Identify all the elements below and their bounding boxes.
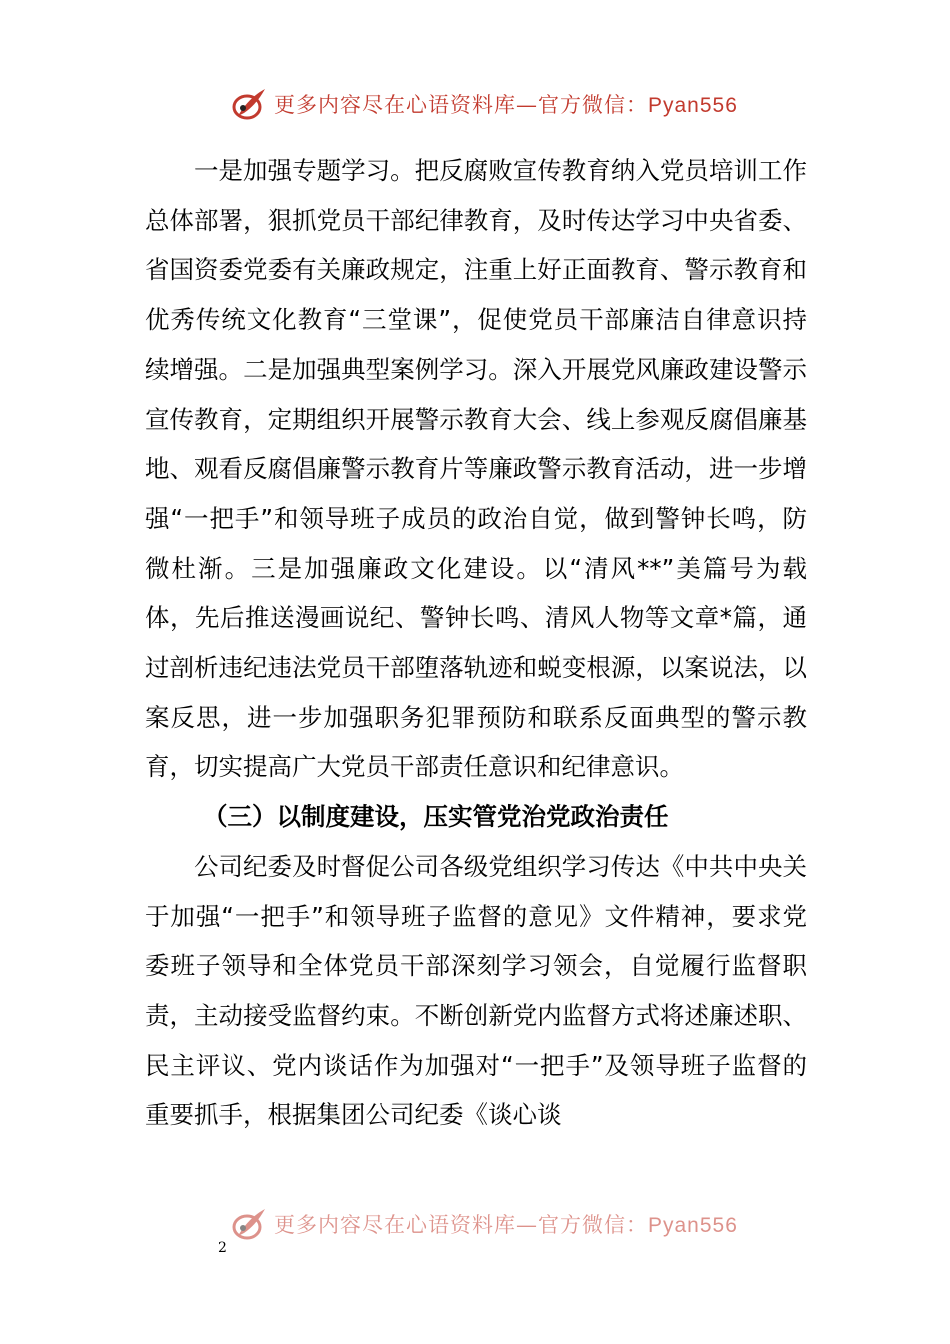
watermark-footer — [230, 1204, 738, 1244]
watermark-header — [230, 84, 738, 124]
section-heading: （三）以制度建设，压实管党治党政治责任 — [203, 802, 669, 832]
quill-logo-icon — [230, 1206, 268, 1242]
watermark-text: 更多内容尽在心语资料库—官方微信：Pyan556 — [274, 1213, 738, 1237]
paragraph: 公司纪委及时督促公司各级党组织学习传达《中共中央关于加强“一把手”和领导班子监督的意见》文件精神，要求党委班子领导和全体党员干部深刻学习领会，自觉履行监督职责，主动接受监督约束。不断创新党内监督方式将述廉述职、民主评议、党内谈话作为加强对“一把手”及领导班子监督的重要抓手，根据集团公司纪委《谈心谈 — [145, 851, 807, 1130]
document-body — [145, 146, 807, 1140]
paragraph: 一是加强专题学习。把反腐败宣传教育纳入党员培训工作总体部署，狠抓党员干部纪律教育，及时传达学习中央省委、省国资委党委有关廉政规定，注重上好正面教育、警示教育和优秀传统文化教育“三堂课”，促使党员干部廉洁自律意识持续增强。二是加强典型案例学习。深入开展党风廉政建设警示宣传教育，定期组织开展警示教育大会、线上参观反腐倡廉基地、观看反腐倡廉警示教育片等廉政警示教育活动，进一步增强“一把手”和领导班子成员的政治自觉，做到警钟长鸣，防微杜渐。三是加强廉政文化建设。以“清风**”美篇号为载体，先后推送漫画说纪、警钟长鸣、清风人物等文章*篇，通过剖析违纪违法党员干部堕落轨迹和蜕变根源，以案说法，以案反思，进一步加强职务犯罪预防和联系反面典型的警示教育，切实提高广大党员干部责任意识和纪律意识。 — [145, 156, 807, 782]
quill-logo-icon — [230, 86, 268, 122]
watermark-text: 更多内容尽在心语资料库—官方微信：Pyan556 — [274, 93, 738, 117]
page-number: 2 — [218, 1240, 227, 1256]
